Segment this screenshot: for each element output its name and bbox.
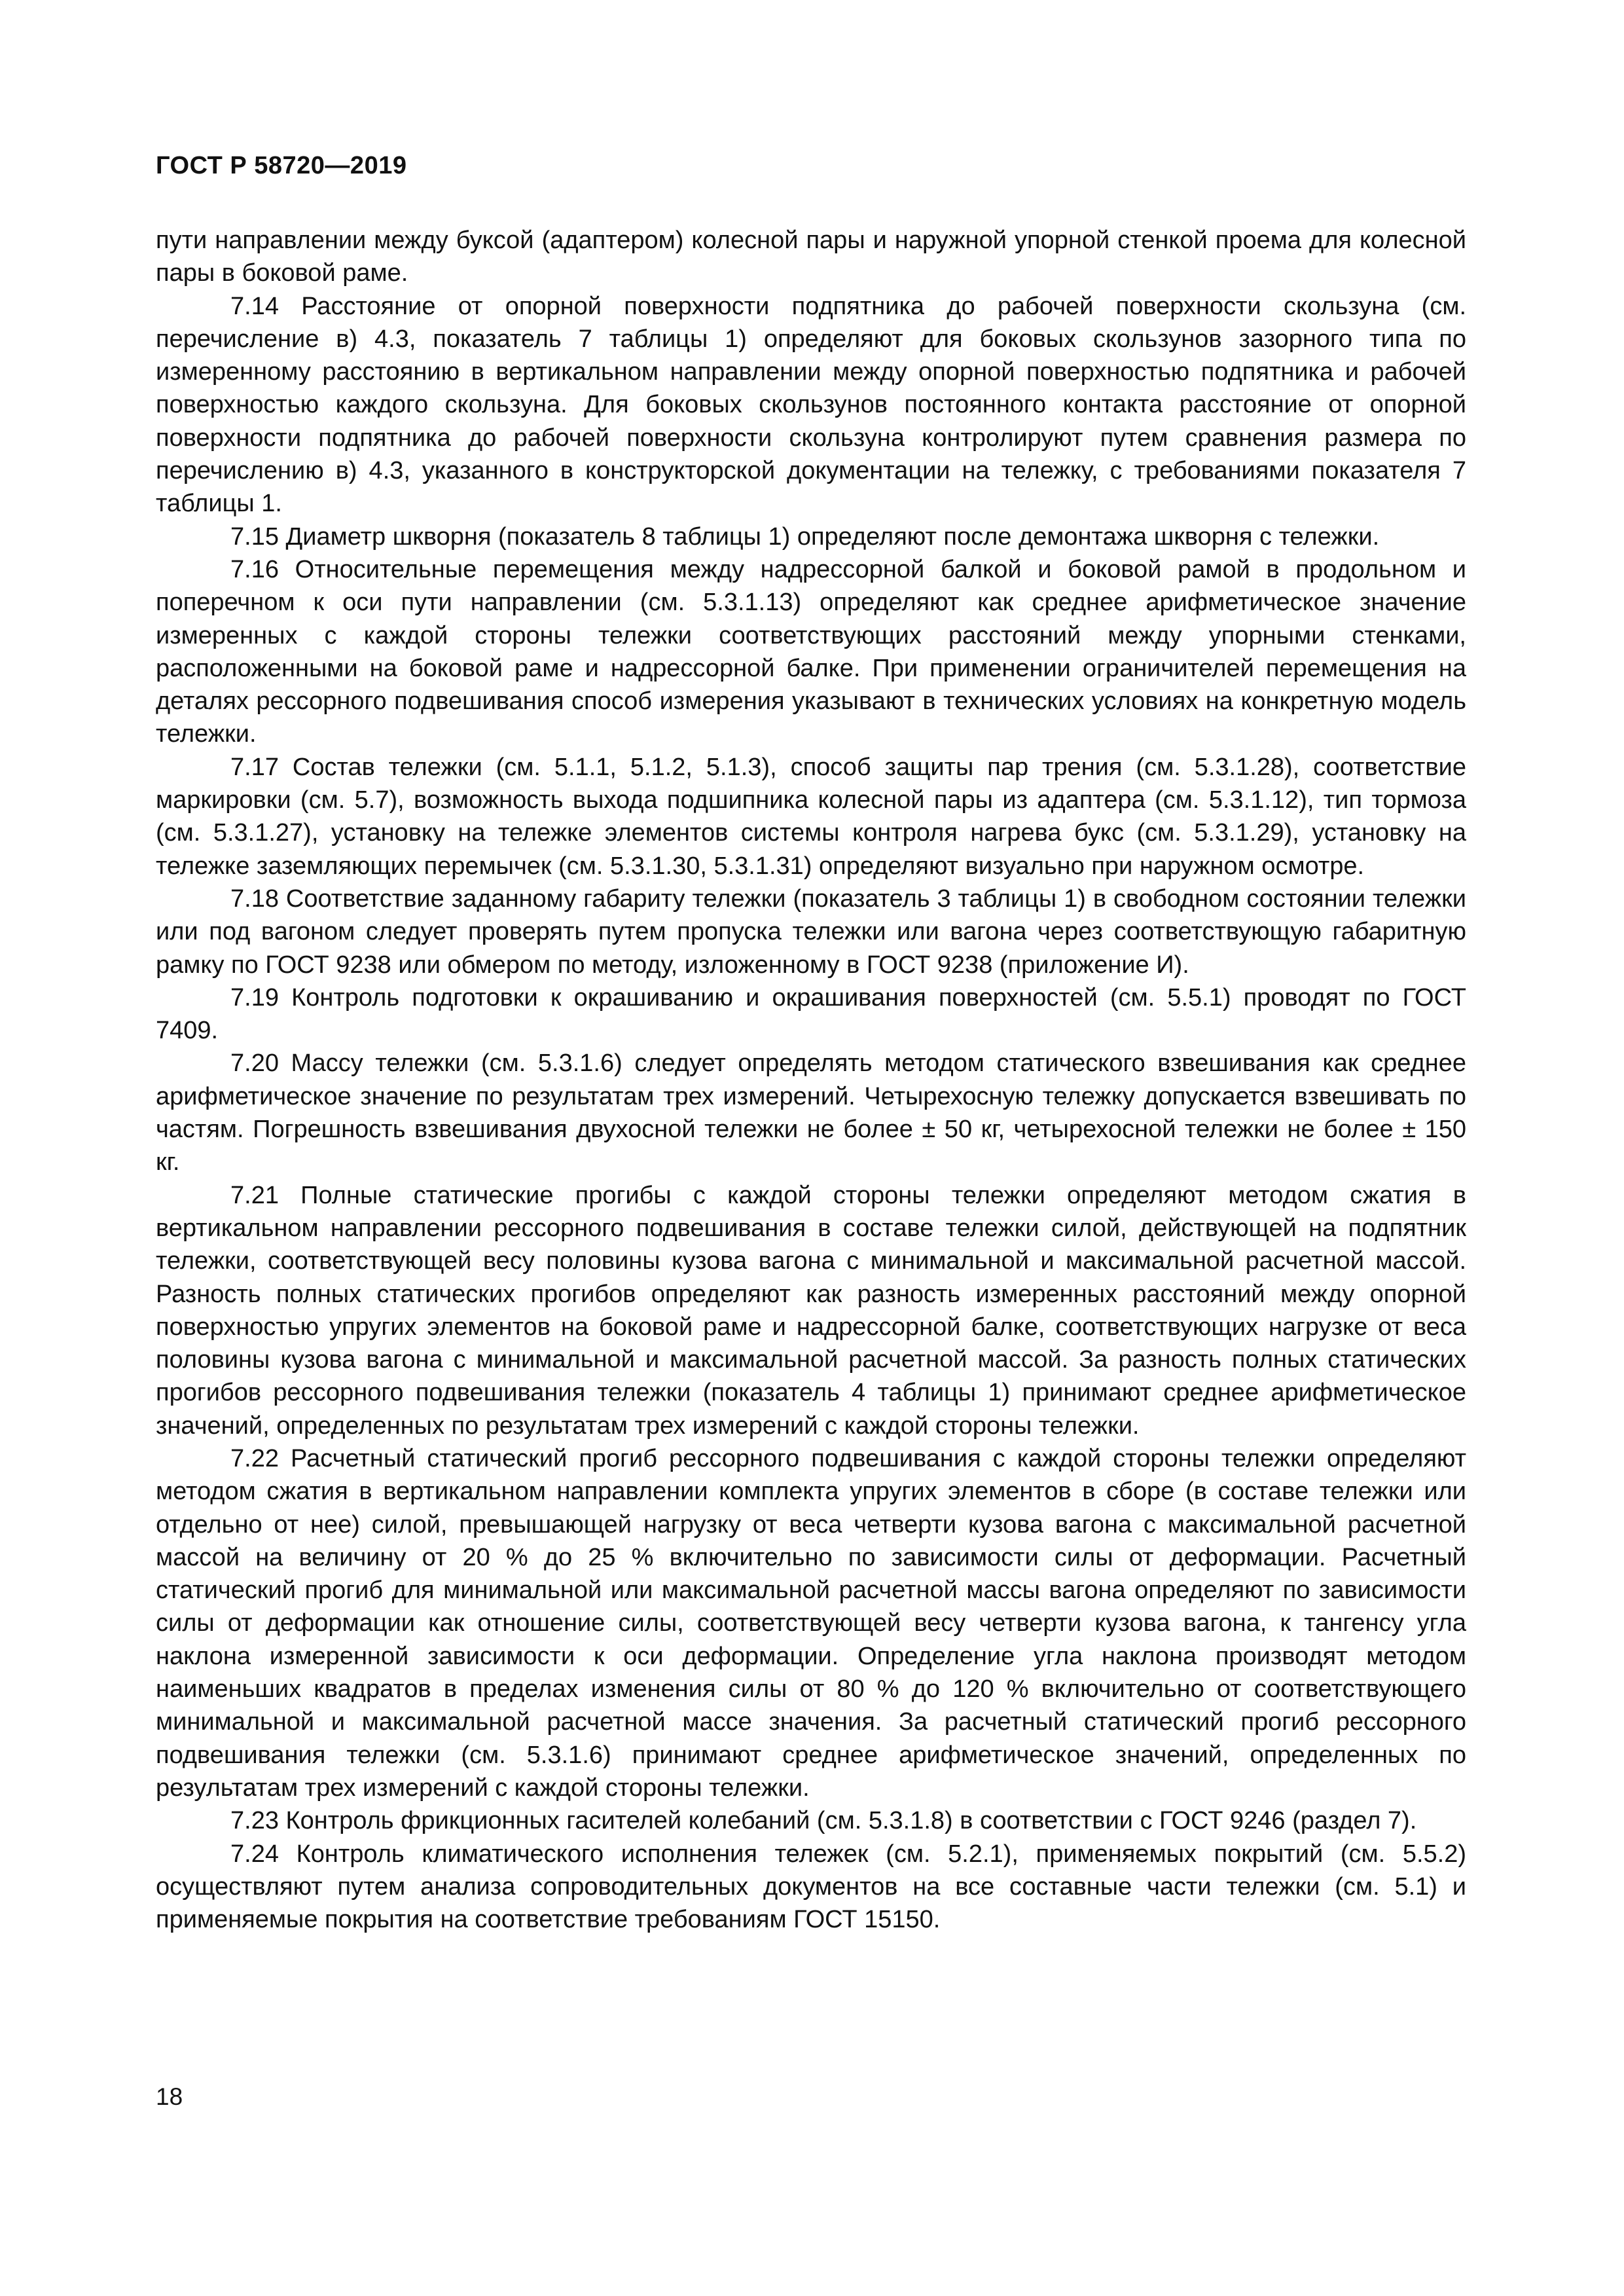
paragraph-7-22: 7.22 Расчетный статический прогиб рессорного подвешивания с каждой стороны тележки определяют методом сжатия в вертикальном направлении комплекта упругих элементов в сборе (в составе тележки или отдельно от нее) силой, превышающей нагрузку от веса четверти кузова вагона с максимальной расчетной массой на величину от 20 % до 25 % включительно по зависимости силы от деформации. Расчетный статический прогиб для минимальной или максимальной расчетной массы вагона определяют по зависимости силы от деформации как отношение силы, соответствующей весу четверти кузова вагона, к тангенсу угла наклона измеренной зависимости к оси деформации. Определение угла наклона производят методом наименьших квадратов в пределах изменения силы от 80 % до 120 % включительно от соответствующего минимальной и максимальной расчетной массе значения. За расчетный статический прогиб рессорного подвешивания тележки (см. 5.3.1.6) принимают среднее арифметическое значений, определенных по результатам трех измерений с каждой стороны тележки.: [156, 1444, 1466, 1802]
paragraph-7-19: 7.19 Контроль подготовки к окрашиванию и окрашивания поверхностей (см. 5.5.1) проводят по ГОСТ 7409.: [156, 983, 1466, 1045]
paragraph-7-16: 7.16 Относительные перемещения между надрессорной балкой и боковой рамой в продольном и поперечном к оси пути направлении (см. 5.3.1.13) определяют как среднее арифметическое значение измеренных с каждой стороны тележки соответствующих расстояний между упорными стенками, расположенными на боковой раме и надрессорной балке. При применении ограничителей перемещения на деталях рессорного подвешивания способ измерения указывают в технических условиях на конкретную модель тележки.: [156, 555, 1466, 748]
paragraph-7-20: 7.20 Массу тележки (см. 5.3.1.6) следует определять методом статического взвешивания как среднее арифметическое значение по результатам трех измерений. Четырехосную тележку допускается взвешивать по частям. Погрешность взвешивания двухосной тележки не более ± 50 кг, четырехосной тележки не более ± 150 кг.: [156, 1049, 1466, 1176]
paragraph-7-15: 7.15 Диаметр шкворня (показатель 8 таблицы 1) определяют после демонтажа шкворня с тележки.: [230, 522, 1380, 551]
document-body: [156, 224, 1466, 1936]
paragraph-7-18: 7.18 Соответствие заданному габариту тележки (показатель 3 таблицы 1) в свободном состоянии тележки или под вагоном следует проверять путем пропуска тележки или вагона через соответствующую габаритную рамку по ГОСТ 9238 или обмером по методу, изложенному в ГОСТ 9238 (приложение И).: [156, 884, 1466, 979]
paragraph-7-24: 7.24 Контроль климатического исполнения тележек (см. 5.2.1), применяемых покрытий (см. 5.5.2) осуществляют путем анализа сопроводительных документов на все составные части тележки (см. 5.1) и применяемые покрытия на соответствие требованиям ГОСТ 15150.: [156, 1840, 1466, 1934]
page-number: 18: [156, 2083, 183, 2110]
paragraph-7-17: 7.17 Состав тележки (см. 5.1.1, 5.1.2, 5.1.3), способ защиты пар трения (см. 5.3.1.28), соответствие маркировки (см. 5.7), возможность выхода подшипника колесной пары из адаптера (см. 5.3.1.12), тип тормоза (см. 5.3.1.27), установку на тележке элементов системы контроля нагрева букс (см. 5.3.1.29), установку на тележке заземляющих перемычек (см. 5.3.1.30, 5.3.1.31) определяют визуально при наружном осмотре.: [156, 753, 1466, 880]
document-header: ГОСТ Р 58720—2019: [156, 152, 407, 179]
paragraph-continuation: пути направлении между буксой (адаптером) колесной пары и наружной упорной стенкой проема для колесной пары в боковой раме.: [156, 227, 1466, 287]
paragraph-7-21: 7.21 Полные статические прогибы с каждой стороны тележки определяют методом сжатия в вертикальном направлении рессорного подвешивания в составе тележки силой, действующей на подпятник тележки, соответствующей весу половины кузова вагона с минимальной и максимальной расчетной массой. Разность полных статических прогибов определяют как разность измеренных расстояний между опорной поверхностью упругих элементов на боковой раме и надрессорной балке, соответствующих нагрузке от веса половины кузова вагона с минимальной и максимальной расчетной массой. За разность полных статических прогибов рессорного подвешивания тележки (показатель 4 таблицы 1) принимают среднее арифметическое значений, определенных по результатам трех измерений с каждой стороны тележки.: [156, 1181, 1466, 1440]
paragraph-7-14: 7.14 Расстояние от опорной поверхности подпятника до рабочей поверхности скользуна (см. перечисление в) 4.3, показатель 7 таблицы 1) определяют для боковых скользунов зазорного типа по измеренному расстоянию в вертикальном направлении между опорной поверхностью подпятника и рабочей поверхностью каждого скользуна. Для боковых скользунов постоянного контакта расстояние от опорной поверхности подпятника до рабочей поверхности скользуна контролируют путем сравнения размера по перечислению в) 4.3, указанного в конструкторской документации на тележку, с требованиями показателя 7 таблицы 1.: [156, 292, 1466, 518]
paragraph-7-23: 7.23 Контроль фрикционных гасителей колебаний (см. 5.3.1.8) в соответствии с ГОСТ 9246 (раздел 7).: [230, 1807, 1417, 1835]
